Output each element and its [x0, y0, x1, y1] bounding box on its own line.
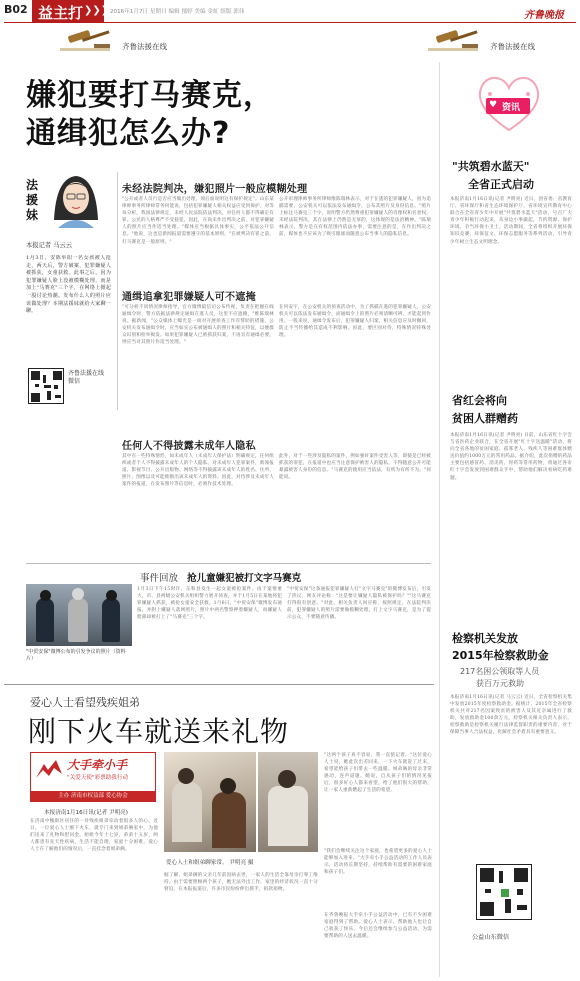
- news3-title: 检察机关发放: [452, 632, 518, 645]
- section1-title: 未经法院判决，嫌犯照片一般应模糊处理: [122, 184, 308, 195]
- section3-title: 任何人不得披露未成年人隐私: [122, 441, 256, 452]
- hands-icon: [34, 756, 64, 786]
- gavel-banner-right: [428, 27, 576, 57]
- lead-headline-line2: 通缉犯怎么办?: [26, 116, 231, 151]
- chevron-icon: ❯❯❯: [84, 5, 110, 16]
- review-col2: "中贸安保"这条通报犯罪嫌疑人打"文字马赛克"的微博发布后，引发了热议。网友评论称："这是要让嫌疑人隐私被保护吗？""这马赛克打得很有创意。"对此，相关负责人回应称，按照规定，在法院判决前，犯罪嫌疑人的照片需要做模糊处理，打上文字马赛克，是为了提示公众，不要随意传播。: [287, 587, 431, 621]
- page-header: [0, 0, 580, 22]
- review-photo: [26, 584, 132, 646]
- news1-title2: 全省正式启动: [468, 178, 534, 191]
- logo-subtitle: "关爱天使"彩票助我行动: [67, 775, 129, 781]
- section1-col2: 公开审理律师事务所律师维陈瑞林表示，对于在逃的犯罪嫌疑人，因为追捕需要，公安机关可以依法发布通缉令，公布其照片及身份信息。"照片上标注马赛克三个字，说明警方仍然尊重犯罪嫌疑人的肖像权和名誉权，未经法院判决，其在法律上仍然是无罪的，这体现的是法治精神。"陈瑞林表示，警方是在有权范围内依法办事，需要注意的是，在作出判决之前，媒体也不应该为了吸引眼球而随意公布当事人的隐私信息。: [279, 197, 431, 238]
- charity-col5: 在齐鲁晚报大手牵小手公益活动中，已有不少困难家庭得到了帮助。爱心人士表示，帮助他人也让自己收获了快乐，今后还会继续参与公益活动，为需要帮助的人送去温暖。: [324, 913, 432, 940]
- review-photo-caption: "中贸安保"微博公布的引发争议的照片（资料片）: [26, 649, 126, 662]
- masthead-logo: 齐鲁晚报: [524, 10, 564, 21]
- charity-kicker: 爱心人士看望残疾姐弟: [30, 696, 140, 709]
- qr-caption-legal: 齐鲁法援在线微信: [68, 370, 105, 385]
- charity-col1: 在济南中槐街区居住的一对残疾姐弟牵动着很多人的心。近日，一位爱心人士刚下火车，就专门来到姐弟俩家中，为他们送来了礼物和慰问金。姐姐今年十七岁，弟弟十五岁，两人都患有先天性疾病，生活不能自理，家庭十分困难。爱心人士在了解他们的情况后，一直挂念着姐弟俩。: [30, 819, 158, 853]
- review-title: 抢儿童嫌犯被打文字马赛克: [187, 573, 302, 584]
- section3-col2: 此外，对于一些涉及隐私的案件，例如强奸案件受害人等，即使是已经被抓获的罪犯，在报道中也应当注意保护被害人的隐私，不得随意公开可能暴露被害人身份的信息。"马赛克的使用应当依法，有所为有所不为。"何能说。: [279, 454, 431, 481]
- lawyer-avatar: [44, 170, 108, 228]
- logo-title: 大手牵小手: [67, 758, 128, 772]
- review-col1: 1月3日下午15时许，东和县发生一起女童被抢案件。由于案情重大，市、县两级公安机关组织警力展开侦查，并于1月5日在某地将犯罪嫌疑人抓获，被抢女童安全获救。1月6日，"中贸安保"微博发布通报，并附上嫌疑人落网照片，照片中两名警察押着嫌疑人，而嫌疑人脸部却被打上了"马赛克"三个字。: [137, 587, 282, 621]
- news1-title: "共筑碧水蓝天": [452, 160, 530, 173]
- sidebar-badge: [486, 98, 530, 114]
- qr-code-charity[interactable]: [476, 864, 532, 920]
- news3-body: 本报济南1月16日讯(记者 马云云) 近日，全省检察机关集中发放2015年度检察救助金。据统计，2015年全省检察机关共对217名因案致贫的被害人及其近亲属进行了救助，发放救助金100余万元。检察机关相关负责人表示，检察救助是检察机关履行法律监督职责的重要内容，对于保障当事人合法权益、化解社会矛盾具有重要意义。: [450, 695, 572, 736]
- sidebar-badge-label: 资讯: [502, 103, 521, 113]
- page-number: B02: [4, 3, 28, 16]
- charity-headline: 刚下火车就送来礼物: [28, 715, 290, 748]
- news3-subtitle: 217名困公领取等人员: [460, 667, 540, 676]
- section1-col1: "公开或者人员行是否应当做出处理，须后面说明这有保护规定"。山东某律师事务所律师常务何能说，包括犯罪嫌疑人相关权益应受到保护。对等每分析，我国法律规定，未经人民法院依法判决，对任何人都不得确定有罪。公民的人格尊严不受侵犯，因此，在尚未作出判决之前，对犯罪嫌疑人的照片应当作适当处理。"媒体应当根据具体事实，公平依法公开信息。"他说，这也是新闻报道需要遵守的基本原则。"在被判决有罪之前，打马赛克是一般原则。": [122, 197, 274, 245]
- charity-photo-2: [258, 752, 318, 852]
- news3-subtitle2: 获百万元救助: [476, 679, 524, 688]
- column-label-right: 齐鲁法援在线: [490, 42, 535, 51]
- review-label: 事件回放: [140, 573, 179, 584]
- sidebar-divider: [439, 62, 440, 977]
- lead-headline-line1: 嫌犯要打马赛克，: [26, 78, 274, 113]
- news2-title: 省红会将向: [452, 394, 507, 407]
- charity-col2: 据了解，姐弟俩的父亲几年前因病去世，一家人的生活全靠母亲打零工维持。由于需要照顾两个孩子，她无法外出工作，家里的经济状况一直十分窘迫。在本报报道后，许多市民纷纷伸出援手，捐款捐物。: [164, 873, 318, 893]
- section-label: 益主打: [38, 4, 84, 22]
- charity-photo-1: [164, 752, 256, 852]
- qr-code-legal[interactable]: [28, 368, 64, 404]
- gavel-icon: [428, 29, 488, 55]
- section-rule: [4, 684, 434, 685]
- qr-caption-charity: 公益山东微信: [472, 934, 510, 941]
- lead-byline: 本报记者 马云云: [26, 242, 73, 249]
- logo-strip: 主办 济南市权益部 爱心协会: [31, 791, 155, 801]
- badge-text: 法援妹: [26, 178, 39, 222]
- section-tag: [32, 0, 110, 22]
- charity-col4: "我们会继续关注这个家庭，也希望更多的爱心人士能够加入进来。"大手牵小手公益活动的工作人员表示，活动将长期坚持，持续帮助有需要的困难家庭和孩子们。: [324, 849, 432, 876]
- gavel-icon: [60, 29, 120, 55]
- review-header: [140, 566, 301, 585]
- column-divider: [117, 172, 118, 410]
- news3-title2: 2015年检察救助金: [452, 649, 549, 662]
- charity-logo: [30, 752, 156, 802]
- section2-title: 通缉追拿犯罪嫌疑人可不遮掩: [122, 292, 256, 303]
- header-rule: [4, 22, 576, 23]
- charity-photo-caption: 爱心人士和姐弟聊家常。 尹明亮 摄: [166, 860, 254, 866]
- lead-intro: 1月3日，安陈举阳一名女孩被人抢走，两天后，警方破案，犯罪嫌疑人被抓获，女童获救。此事之后，因为犯罪嫌疑人脸上没被模糊处理，而是加上"马赛克"三个字，在网络上掀起一股讨论热潮。发布什么人的照片应该做处理？本期法援妹就给大家聊一聊。: [26, 255, 111, 315]
- news1-body: 本报济南1月16日讯(记者 尹明亮) 近日，团省委、省教育厅、省环保厅和省生态环境保护厅，省环境宣传教育中心联合在全省青少年中开展"共筑碧水蓝天"活动，号召广大青少年积极行动起来，从身边小事做起，节约资源、保护环境，争当环保小卫士。活动期间，全省将组织开展环保知识竞赛、环保征文、环保志愿服务等系列活动，引导青少年树立生态文明理念。: [450, 197, 572, 245]
- section2-col1: "可分析不同情况律师指导，官方微博最信司公布传视，负责在把握在线通缉令时，警方依据法律规定通缉在逃人员，这里不应遮掩，"维陈瑞林说。据新闻，"公众媒体上曝光是一项对开展侦查工作有帮助的措施，公安机关发布通缉令时，应当如实公布被通缉人的照片和相关特征，以便群众识别和检举揭发。如果犯罪嫌疑人已被抓获归案，不再具有通缉必要，则应当对其照片作适当处理。": [122, 305, 274, 346]
- review-top-rule: [26, 563, 431, 564]
- section2-col2: 在何安宇，在公安机关的侦查活动中，为了抓捕在逃的犯罪嫌疑人，公安机关可以依法发布通缉令，而通缉令上的照片必须清晰可辨，才能起到作用。一般来说，通缉令发布后，犯罪嫌疑人归案，相关信息应及时撤回，防止不当传播给其造成不利影响。因此，要区别对待，特殊情况特殊处理。: [279, 305, 431, 339]
- fayuanmei-badge: [26, 178, 42, 224]
- gavel-banner-left: [60, 27, 180, 57]
- column-label-left: 齐鲁法援在线: [122, 42, 167, 51]
- news2-body: 本报济南1月16日讯(记者 尹明亮) 日前，山东省红十字会与省医药企业联合，在全省开展"红十字送温暖"活动，将向全省各地的贫困家庭、孤寡老人、残疾人等困难群体赠送价值约1000万元的常用药品。据介绍，此次捐赠的药品主要包括感冒药、消炎药、胃药等常用药物，将通过各市红十字会发放到困难群众手中，帮助他们解决看病吃药难题。: [450, 433, 572, 481]
- qr-center-logo: [499, 887, 511, 899]
- badge-heart-icon: ♥: [489, 100, 498, 110]
- news2-title2: 贫困人群赠药: [452, 412, 518, 425]
- section3-col1: 其中有一些特殊情形，如未成年人（未成年人保护法）明确规定，任何组织或者个人不得披露未成年人的个人隐私。对未成年人犯罪案件，新闻报道、影视节目、公开出版物、网络等不得披露该未成年人的姓名、住所、照片、图像以及可能推断出该未成年人的资料。因此，对待涉及未成年人案件的报道，在发布照片等信息时，必须作技术处理。: [122, 454, 274, 488]
- date-line: 2016年1月7日 星期日 编辑 郁婷 美编 金虹 组版 郭伟: [110, 9, 245, 15]
- charity-col3: "这两个孩子真不容易，我一直惦记着。"这位爱心人士说，她此次出差回来，一下火车就赶了过来，希望能给孩子们带去一些温暖。姐弟俩的母亲非常感动，连声道谢。她说，自从孩子们的情况见报后，很多好心人都来看望，给了他们很大的帮助，让一家人重新燃起了生活的希望。: [324, 753, 432, 794]
- charity-byline: 本报济南1月16日讯(记者 尹明亮): [44, 810, 128, 816]
